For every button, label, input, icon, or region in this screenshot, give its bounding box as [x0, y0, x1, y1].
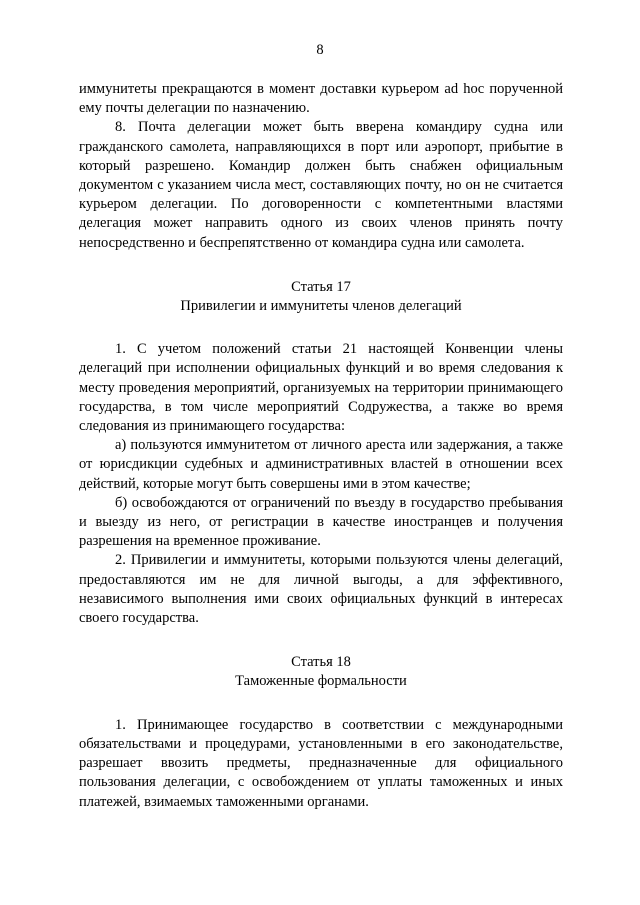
paragraph-8: 8. Почта делегации может быть вверена командиру судна или гражданского самолета, направляющихся в порт или аэропорт, прибытие в который разрешено. Командир должен быть снабжен официальным документом с указанием числа мест, составляющих почту, но он не считается курьером делегации. По договоренности с компетентными властями делегация может направить одного из своих членов принять почту непосредственно и беспрепятственно от командира судна или самолета.	[79, 119, 563, 251]
article-18-subtitle: Таможенные формальности	[235, 673, 407, 690]
article-17-item-a: а) пользуются иммунитетом от личного ареста или задержания, а также от юрисдикции судебных и административных властей в отношении всех действий, которые могут быть совершены ими в этом качестве;	[79, 437, 563, 492]
article-17-paragraph-1: 1. С учетом положений статьи 21 настоящей Конвенции члены делегаций при исполнении официальных функций и во время следования к месту проведения мероприятий, организуемых на территории принимающего государства, в том числе мероприятий Содружества, а также во время следования из принимающего государства:	[79, 341, 563, 435]
article-17-title: Статья 17	[291, 278, 351, 295]
article-18-paragraph-1: 1. Принимающее государство в соответствии с международными обязательствами и процедурами, установленными в его законодательстве, разрешает ввозить предметы, предназначенные для официального пользования делегации, с освобождением от уплаты таможенных и иных платежей, взимаемых таможенными органами.	[79, 716, 563, 810]
article-18-title: Статья 18	[291, 654, 351, 671]
page-number: 8	[316, 42, 324, 58]
article-17-subtitle: Привилегии и иммунитеты членов делегаций	[180, 298, 462, 315]
paragraph-continuation: иммунитеты прекращаются в момент доставки курьером ad hoc порученной ему почты делегации по назначению.	[79, 81, 563, 117]
article-17-paragraph-2: 2. Привилегии и иммунитеты, которыми пользуются члены делегаций, предоставляются им не для личной выгоды, а для эффективного, независимого выполнения ими своих официальных функций в интересах своего государства.	[79, 552, 563, 627]
document-body	[79, 80, 563, 812]
article-17-item-b: б) освобождаются от ограничений по въезду в государство пребывания и выезду из него, от регистрации в качестве иностранцев и получения разрешения на временное проживание.	[79, 494, 563, 550]
